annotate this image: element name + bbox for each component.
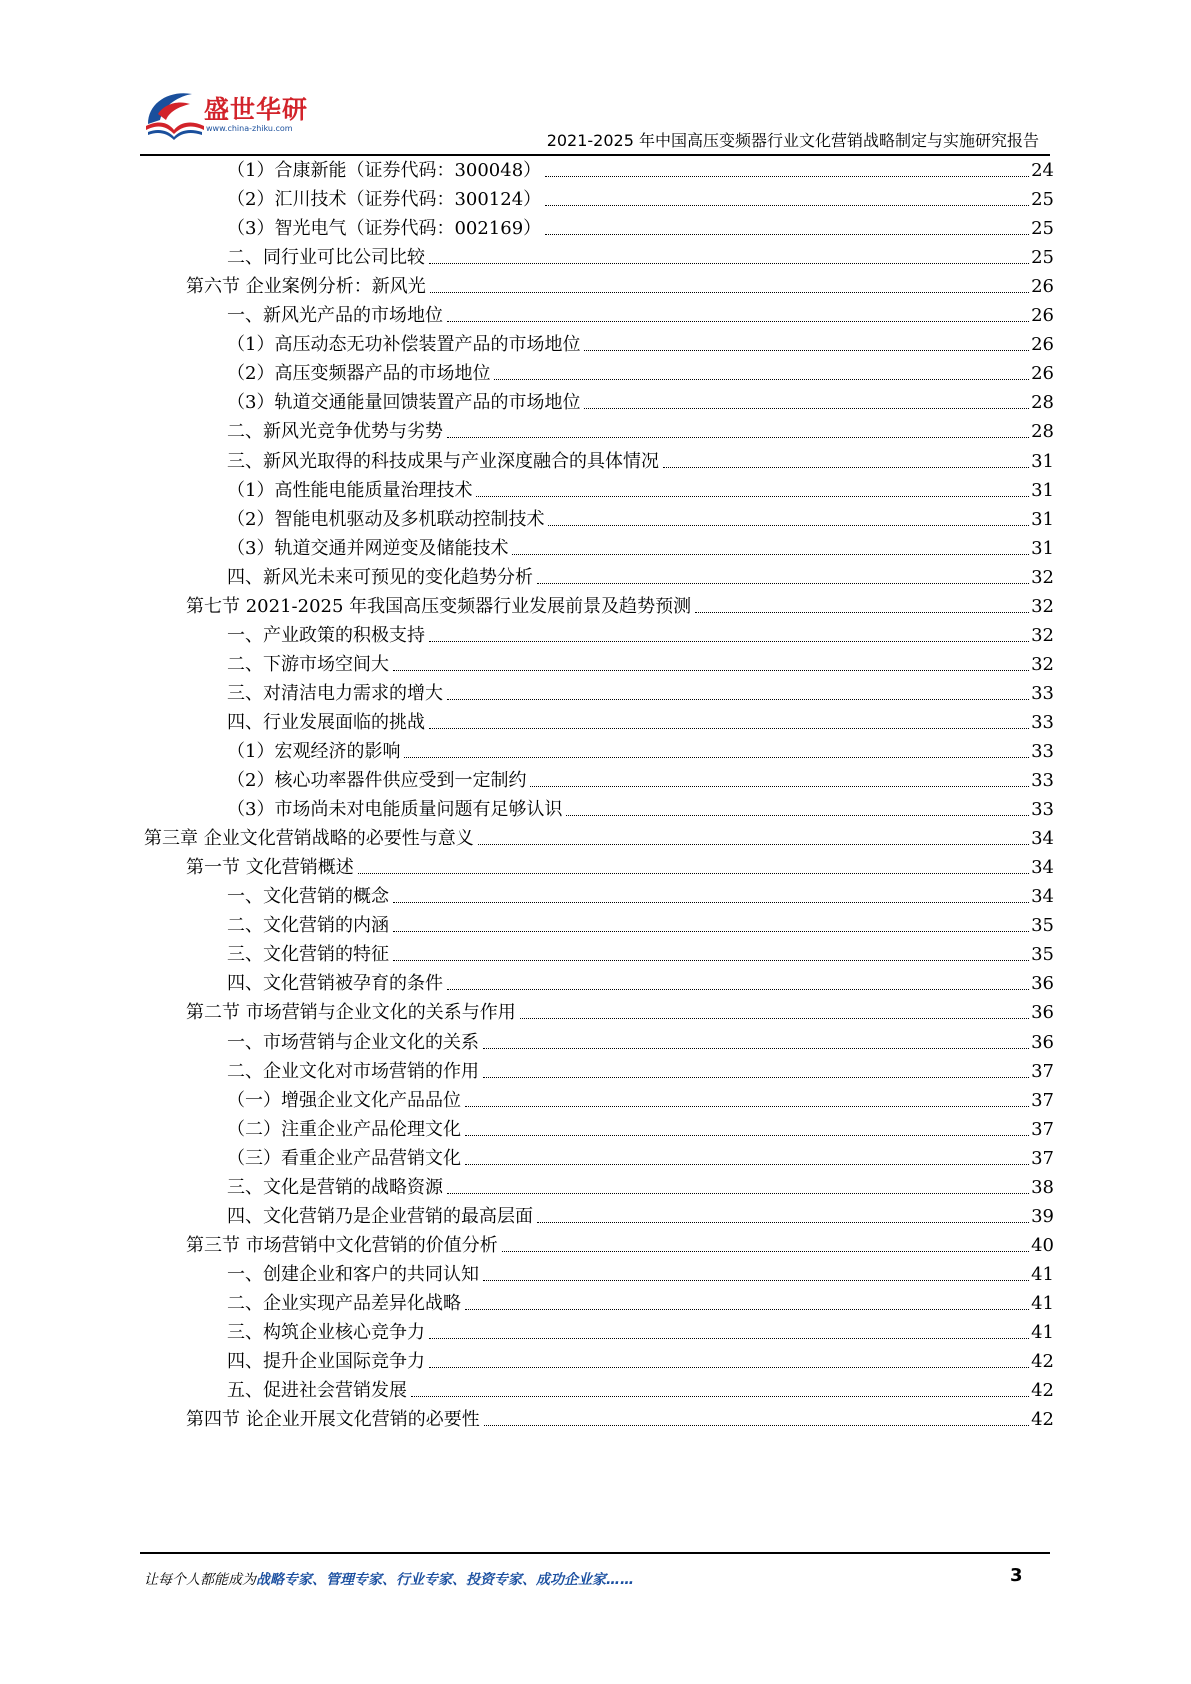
- page-header: [0, 0, 1191, 160]
- toc-dot-leader: [465, 1135, 1029, 1136]
- footer-divider: [140, 1552, 1050, 1554]
- toc-dot-leader: [393, 902, 1029, 903]
- toc-entry-title: 二、企业实现产品差异化战略: [227, 1292, 461, 1314]
- toc-entry-page: 39: [1031, 1205, 1054, 1227]
- toc-entry-page: 32: [1031, 595, 1054, 617]
- toc-entry[interactable]: [227, 733, 1054, 764]
- toc-entry-page: 41: [1031, 1263, 1054, 1285]
- toc-entry-title: （3）智光电气（证券代码：002169）: [227, 218, 542, 240]
- toc-entry-title: 第七节 2021-2025 年我国高压变频器行业发展前景及趋势预测: [186, 595, 692, 617]
- toc-entry[interactable]: [227, 646, 1054, 677]
- toc-dot-leader: [537, 1222, 1029, 1223]
- toc-dot-leader: [429, 728, 1029, 729]
- toc-entry-title: 四、提升企业国际竞争力: [227, 1351, 425, 1373]
- toc-entry-title: （二）注重企业产品伦理文化: [227, 1118, 461, 1140]
- toc-entry[interactable]: [227, 1082, 1054, 1113]
- toc-entry-title: （1）合康新能（证券代码：300048）: [227, 160, 542, 181]
- report-title: 2021-2025 年中国高压变频器行业文化营销战略制定与实施研究报告: [546, 131, 1039, 150]
- toc-entry[interactable]: [227, 1053, 1054, 1084]
- toc-entry-page: 25: [1031, 218, 1054, 240]
- toc-entry-page: 26: [1031, 305, 1054, 327]
- toc-entry-title: 一、新风光产品的市场地位: [227, 305, 443, 327]
- toc-entry[interactable]: [227, 907, 1054, 938]
- toc-entry-title: 四、文化营销乃是企业营销的最高层面: [227, 1205, 533, 1227]
- toc-dot-leader: [465, 1164, 1029, 1165]
- toc-entry-title: 第一节 文化营销概述: [186, 857, 354, 879]
- toc-entry-title: 第四节 论企业开展文化营销的必要性: [186, 1409, 480, 1431]
- toc-entry[interactable]: [227, 1111, 1054, 1142]
- toc-entry-title: 二、文化营销的内涵: [227, 915, 389, 937]
- toc-entry-page: 31: [1031, 479, 1054, 501]
- toc-entry-page: 37: [1031, 1060, 1054, 1082]
- toc-entry[interactable]: [227, 704, 1054, 735]
- toc-entry-page: 36: [1031, 1002, 1054, 1024]
- toc-entry[interactable]: [227, 1343, 1054, 1374]
- toc-entry-page: 36: [1031, 1031, 1054, 1053]
- toc-entry-page: 34: [1031, 828, 1054, 850]
- toc-dot-leader: [537, 583, 1029, 584]
- toc-entry-page: 40: [1031, 1234, 1054, 1256]
- toc-entry[interactable]: [227, 239, 1054, 270]
- toc-entry-page: 35: [1031, 915, 1054, 937]
- toc-entry[interactable]: [227, 181, 1054, 212]
- toc-entry-title: 第二节 市场营销与企业文化的关系与作用: [186, 1002, 516, 1024]
- toc-entry-page: 35: [1031, 944, 1054, 966]
- toc-entry-title: 第三节 市场营销中文化营销的价值分析: [186, 1234, 498, 1256]
- toc-entry-title: 三、新风光取得的科技成果与产业深度融合的具体情况: [227, 450, 659, 472]
- toc-entry-page: 42: [1031, 1409, 1054, 1431]
- toc-dot-leader: [429, 1367, 1029, 1368]
- toc-entry[interactable]: [227, 1140, 1054, 1171]
- toc-entry-page: 34: [1031, 857, 1054, 879]
- toc-dot-leader: [502, 1251, 1029, 1252]
- toc-entry-page: 28: [1031, 392, 1054, 414]
- toc-entry-title: （1）高性能电能质量治理技术: [227, 479, 473, 501]
- toc-entry-page: 36: [1031, 973, 1054, 995]
- toc-entry[interactable]: [227, 675, 1054, 706]
- toc-entry-page: 33: [1031, 770, 1054, 792]
- toc-entry[interactable]: [186, 268, 1054, 299]
- brand-url: www.china-zhiku.com: [206, 124, 293, 133]
- toc-entry-title: 一、市场营销与企业文化的关系: [227, 1031, 479, 1053]
- toc-entry[interactable]: [227, 1198, 1054, 1229]
- toc-entry[interactable]: [227, 413, 1054, 444]
- toc-dot-leader: [478, 844, 1029, 845]
- toc-dot-leader: [429, 263, 1029, 264]
- toc-entry[interactable]: [227, 384, 1054, 415]
- footer-slogan-highlight: 战略专家、管理专家、行业专家、投资专家、成功企业家……: [256, 1572, 634, 1588]
- footer-slogan: [144, 1569, 634, 1589]
- toc-dot-leader: [358, 873, 1029, 874]
- toc-dot-leader: [530, 786, 1029, 787]
- toc-entry[interactable]: [186, 588, 1054, 619]
- footer-slogan-lead: 让每个人都能成为: [144, 1572, 256, 1588]
- toc-entry-title: 第六节 企业案例分析：新风光: [186, 276, 426, 298]
- toc-entry[interactable]: [227, 965, 1054, 996]
- toc-entry[interactable]: [144, 820, 1054, 851]
- toc-entry-title: 三、文化营销的特征: [227, 944, 389, 966]
- toc-entry-title: （3）市场尚未对电能质量问题有足够认识: [227, 799, 563, 821]
- toc-dot-leader: [465, 1309, 1029, 1310]
- toc-entry[interactable]: [227, 617, 1054, 648]
- toc-dot-leader: [411, 1396, 1029, 1397]
- toc-entry[interactable]: [227, 936, 1054, 967]
- toc-dot-leader: [483, 1048, 1029, 1049]
- toc-entry-page: 24: [1031, 160, 1054, 181]
- toc-entry-page: 31: [1031, 450, 1054, 472]
- toc-entry-page: 25: [1031, 247, 1054, 269]
- toc-dot-leader: [447, 1193, 1029, 1194]
- toc-entry[interactable]: [227, 530, 1054, 561]
- toc-entry-title: 五、促进社会营销发展: [227, 1380, 407, 1402]
- toc-entry[interactable]: [227, 1314, 1054, 1345]
- toc-entry-page: 38: [1031, 1176, 1054, 1198]
- toc-entry-title: （三）看重企业产品营销文化: [227, 1147, 461, 1169]
- toc-entry-page: 33: [1031, 799, 1054, 821]
- toc-entry[interactable]: [227, 791, 1054, 822]
- toc-dot-leader: [566, 815, 1029, 816]
- toc-dot-leader: [663, 467, 1029, 468]
- toc-dot-leader: [584, 350, 1029, 351]
- toc-entry-page: 33: [1031, 741, 1054, 762]
- toc-dot-leader: [545, 205, 1029, 206]
- toc-entry-page: 41: [1031, 1292, 1054, 1314]
- toc-entry-title: 一、文化营销的概念: [227, 886, 389, 908]
- toc-dot-leader: [520, 1018, 1029, 1019]
- toc-entry-page: 42: [1031, 1380, 1054, 1402]
- toc-dot-leader: [545, 176, 1029, 177]
- page-number: 3: [1010, 1565, 1023, 1586]
- toc-entry[interactable]: [186, 1227, 1054, 1258]
- toc-entry[interactable]: [186, 994, 1054, 1025]
- toc-entry-title: （1）高压动态无功补偿装置产品的市场地位: [227, 334, 581, 356]
- toc-dot-leader: [484, 1425, 1029, 1426]
- toc-entry-title: （3）轨道交通并网逆变及储能技术: [227, 537, 509, 559]
- toc-entry-page: 25: [1031, 189, 1054, 211]
- toc-entry[interactable]: [227, 559, 1054, 590]
- toc-entry-page: 31: [1031, 537, 1054, 559]
- toc-entry-title: 一、产业政策的积极支持: [227, 624, 425, 646]
- toc-dot-leader: [483, 1280, 1029, 1281]
- brand-name: 盛世华研: [204, 95, 309, 124]
- toc-entry[interactable]: [227, 210, 1054, 241]
- toc-entry-title: 一、创建企业和客户的共同认知: [227, 1263, 479, 1285]
- toc-dot-leader: [430, 292, 1029, 293]
- toc-dot-leader: [548, 525, 1029, 526]
- toc-entry-page: 26: [1031, 363, 1054, 385]
- toc-entry-title: 四、文化营销被孕育的条件: [227, 973, 443, 995]
- toc-dot-leader: [545, 234, 1029, 235]
- toc-dot-leader: [393, 960, 1029, 961]
- toc-entry[interactable]: [227, 297, 1054, 328]
- toc-entry[interactable]: [227, 443, 1054, 474]
- toc-entry-page: 33: [1031, 682, 1054, 704]
- toc-entry-page: 37: [1031, 1147, 1054, 1169]
- toc-entry-page: 26: [1031, 334, 1054, 356]
- toc-entry-title: （2）汇川技术（证券代码：300124）: [227, 189, 542, 211]
- toc-dot-leader: [429, 1338, 1029, 1339]
- toc-dot-leader: [447, 699, 1029, 700]
- toc-entry-page: 32: [1031, 624, 1054, 646]
- toc-dot-leader: [404, 757, 1029, 758]
- toc-entry[interactable]: [227, 1372, 1054, 1403]
- toc-entry[interactable]: [227, 472, 1054, 503]
- toc-entry[interactable]: [227, 1256, 1054, 1287]
- toc-entry-title: 三、文化是营销的战略资源: [227, 1176, 443, 1198]
- toc-dot-leader: [393, 931, 1029, 932]
- toc-entry-title: （3）轨道交通能量回馈装置产品的市场地位: [227, 392, 581, 414]
- toc-entry-page: 41: [1031, 1322, 1054, 1343]
- toc-entry-page: 28: [1031, 421, 1054, 443]
- toc-entry-title: 三、对清洁电力需求的增大: [227, 682, 443, 704]
- toc-dot-leader: [695, 612, 1029, 613]
- toc-entry[interactable]: [227, 1169, 1054, 1200]
- toc-entry-title: 二、新风光竞争优势与劣势: [227, 421, 443, 443]
- toc-entry-title: 四、新风光未来可预见的变化趋势分析: [227, 566, 533, 588]
- toc-dot-leader: [512, 554, 1029, 555]
- toc-dot-leader: [429, 641, 1029, 642]
- toc-dot-leader: [476, 496, 1029, 497]
- toc-entry-title: 第三章 企业文化营销战略的必要性与意义: [144, 828, 474, 850]
- toc-entry-title: （2）核心功率器件供应受到一定制约: [227, 770, 527, 792]
- toc-entry[interactable]: [227, 501, 1054, 532]
- toc-entry-title: （2）智能电机驱动及多机联动控制技术: [227, 508, 545, 530]
- toc-dot-leader: [447, 437, 1029, 438]
- toc-entry[interactable]: [227, 878, 1054, 909]
- toc-entry[interactable]: [227, 355, 1054, 386]
- toc-entry[interactable]: [227, 152, 1054, 183]
- toc-dot-leader: [393, 670, 1029, 671]
- toc-entry-title: （1）宏观经济的影响: [227, 741, 401, 762]
- toc-entry-page: 42: [1031, 1351, 1054, 1373]
- toc-dot-leader: [584, 408, 1029, 409]
- toc-entry-title: 二、下游市场空间大: [227, 653, 389, 675]
- toc-entry-title: 二、同行业可比公司比较: [227, 247, 425, 269]
- toc-entry-title: 二、企业文化对市场营销的作用: [227, 1060, 479, 1082]
- toc-entry-title: 三、构筑企业核心竞争力: [227, 1322, 425, 1343]
- toc-dot-leader: [447, 989, 1029, 990]
- toc-entry-page: 32: [1031, 566, 1054, 588]
- toc-entry[interactable]: [227, 1024, 1054, 1055]
- toc-entry[interactable]: [227, 326, 1054, 357]
- toc-entry[interactable]: [227, 762, 1054, 793]
- toc-dot-leader: [494, 379, 1029, 380]
- brand-logo: [140, 84, 310, 144]
- toc-entry-page: 37: [1031, 1089, 1054, 1111]
- toc-dot-leader: [447, 321, 1029, 322]
- toc-entry-page: 31: [1031, 508, 1054, 530]
- toc-entry[interactable]: [186, 849, 1054, 880]
- toc-entry-page: 33: [1031, 711, 1054, 733]
- toc-entry-title: （一）增强企业文化产品品位: [227, 1089, 461, 1111]
- toc-entry-page: 37: [1031, 1118, 1054, 1140]
- toc-entry[interactable]: [227, 1285, 1054, 1316]
- toc-dot-leader: [465, 1106, 1029, 1107]
- toc-entry-title: 四、行业发展面临的挑战: [227, 711, 425, 733]
- toc-entry-page: 34: [1031, 886, 1054, 908]
- toc-entry[interactable]: [186, 1401, 1054, 1432]
- book-logo-icon: [140, 84, 208, 144]
- toc-entry-title: （2）高压变频器产品的市场地位: [227, 363, 491, 385]
- toc-entry-page: 32: [1031, 653, 1054, 675]
- toc-dot-leader: [483, 1077, 1029, 1078]
- toc-entry-page: 26: [1031, 276, 1054, 298]
